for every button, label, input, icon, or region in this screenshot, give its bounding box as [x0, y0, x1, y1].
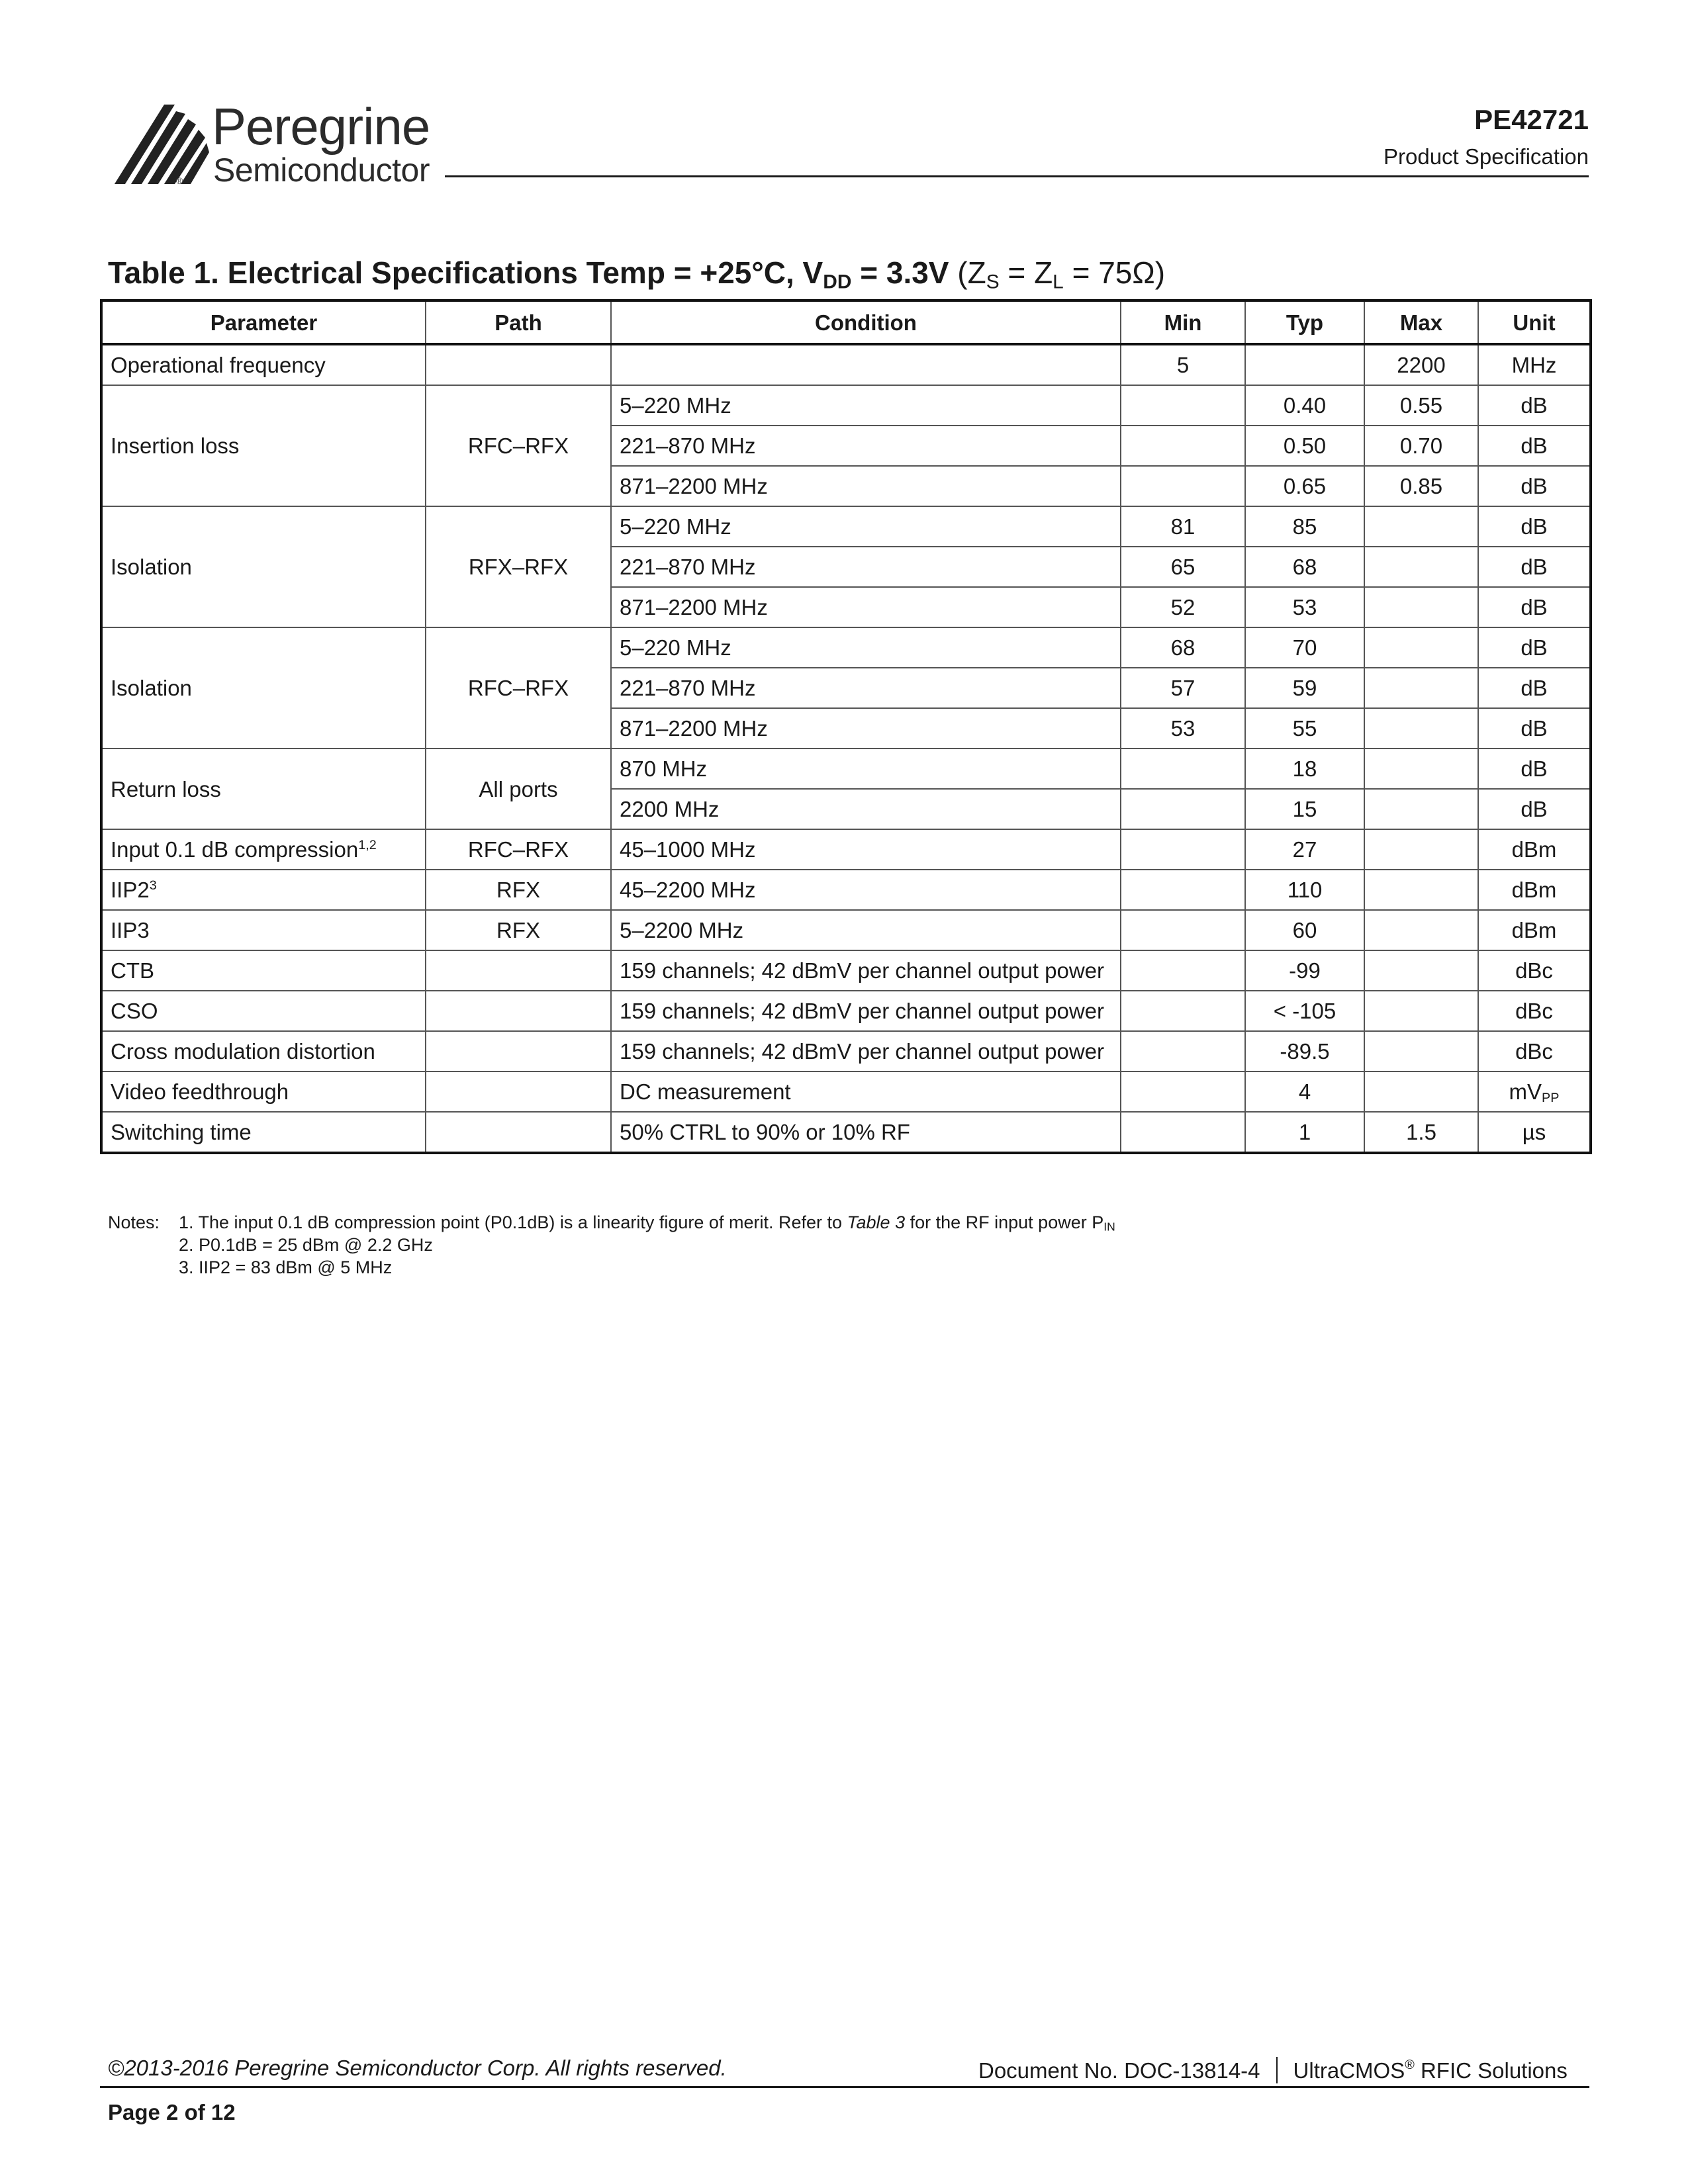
- cell-unit: dBc: [1478, 1031, 1591, 1071]
- unit-text: mV: [1509, 1079, 1542, 1104]
- cell-unit: dB: [1478, 708, 1591, 749]
- cell-max: [1364, 950, 1478, 991]
- cell-max: 0.70: [1364, 426, 1478, 466]
- cell-max: [1364, 506, 1478, 547]
- table-row: [101, 749, 1591, 789]
- cell-condition: DC measurement: [611, 1071, 1121, 1112]
- cell-condition: 5–220 MHz: [611, 506, 1121, 547]
- cell-unit: dBm: [1478, 910, 1591, 950]
- cell-parameter: Video feedthrough: [101, 1071, 426, 1112]
- note-indent: [108, 1234, 179, 1256]
- cell-typ: 0.40: [1245, 385, 1364, 426]
- cell-typ: 59: [1245, 668, 1364, 708]
- cell-typ: 18: [1245, 749, 1364, 789]
- footnote-ref: 1,2: [358, 838, 377, 853]
- table-row: [101, 1112, 1591, 1153]
- footer-registered-mark: ®: [1405, 2058, 1415, 2073]
- note-1-table-ref: Table 3: [847, 1212, 906, 1232]
- cell-max: 0.85: [1364, 466, 1478, 506]
- cell-typ: 68: [1245, 547, 1364, 587]
- cell-min: [1121, 789, 1245, 829]
- title-vdd-subscript: DD: [823, 271, 852, 293]
- cell-unit: dB: [1478, 385, 1591, 426]
- cell-unit: dB: [1478, 668, 1591, 708]
- cell-min: 81: [1121, 506, 1245, 547]
- cell-unit: dB: [1478, 426, 1591, 466]
- table-row: [101, 910, 1591, 950]
- cell-condition: 45–1000 MHz: [611, 829, 1121, 870]
- footer-copyright: ©2013-2016 Peregrine Semiconductor Corp. All rights reserved.: [108, 2056, 727, 2080]
- footnote-ref: 3: [149, 878, 157, 893]
- cell-min: [1121, 1071, 1245, 1112]
- cell-typ: 53: [1245, 587, 1364, 627]
- note-2-text: 2. P0.1dB = 25 dBm @ 2.2 GHz: [179, 1235, 433, 1255]
- cell-condition: 2200 MHz: [611, 789, 1121, 829]
- cell-condition: 221–870 MHz: [611, 668, 1121, 708]
- note-indent: [108, 1256, 179, 1279]
- cell-path: RFX: [426, 870, 611, 910]
- cell-typ: 60: [1245, 910, 1364, 950]
- title-main-text: Table 1. Electrical Specifications Temp = +25°C, V: [108, 255, 823, 290]
- cell-unit: dBc: [1478, 950, 1591, 991]
- footer-document-info: [978, 2057, 1568, 2083]
- cell-unit: dB: [1478, 466, 1591, 506]
- header-divider: [445, 175, 1589, 177]
- header-max: Max: [1364, 300, 1478, 344]
- cell-condition: 5–220 MHz: [611, 627, 1121, 668]
- cell-parameter: Switching time: [101, 1112, 426, 1153]
- cell-parameter: [101, 870, 426, 910]
- cell-path: [426, 950, 611, 991]
- cell-max: [1364, 668, 1478, 708]
- cell-max: [1364, 708, 1478, 749]
- cell-unit: µs: [1478, 1112, 1591, 1153]
- document-type: Product Specification: [1383, 144, 1589, 169]
- cell-max: [1364, 789, 1478, 829]
- cell-unit: dBc: [1478, 991, 1591, 1031]
- cell-unit: dB: [1478, 789, 1591, 829]
- electrical-specifications-table: [100, 299, 1592, 1154]
- title-z-open: (Z: [957, 255, 986, 290]
- cell-parameter-text: Input 0.1 dB compression: [111, 837, 359, 862]
- cell-max: [1364, 870, 1478, 910]
- footer-divider: [100, 2086, 1589, 2088]
- cell-min: 65: [1121, 547, 1245, 587]
- cell-unit: dB: [1478, 547, 1591, 587]
- note-3-text: 3. IIP2 = 83 dBm @ 5 MHz: [179, 1257, 393, 1277]
- header-parameter: Parameter: [101, 300, 426, 344]
- cell-typ: 0.65: [1245, 466, 1364, 506]
- table-row: [101, 385, 1591, 426]
- title-z-mid: = Z: [999, 255, 1053, 290]
- cell-condition: 871–2200 MHz: [611, 466, 1121, 506]
- cell-typ: 110: [1245, 870, 1364, 910]
- table-row: [101, 506, 1591, 547]
- cell-max: [1364, 910, 1478, 950]
- cell-path: RFX–RFX: [426, 506, 611, 627]
- cell-condition: 5–2200 MHz: [611, 910, 1121, 950]
- note-1-subscript: IN: [1103, 1220, 1115, 1234]
- cell-path: [426, 991, 611, 1031]
- cell-max: [1364, 829, 1478, 870]
- table-row: [101, 1031, 1591, 1071]
- cell-typ: 1: [1245, 1112, 1364, 1153]
- cell-condition: 870 MHz: [611, 749, 1121, 789]
- cell-condition: 159 channels; 42 dBmV per channel output power: [611, 991, 1121, 1031]
- header-condition: Condition: [611, 300, 1121, 344]
- cell-min: [1121, 991, 1245, 1031]
- cell-condition: 221–870 MHz: [611, 426, 1121, 466]
- title-z-close: = 75Ω): [1063, 255, 1166, 290]
- note-1-post: for the RF input power P: [905, 1212, 1104, 1232]
- table-notes: [108, 1211, 1115, 1279]
- cell-typ: 85: [1245, 506, 1364, 547]
- cell-path: [426, 1031, 611, 1071]
- cell-typ: 70: [1245, 627, 1364, 668]
- cell-parameter: CTB: [101, 950, 426, 991]
- cell-typ: -89.5: [1245, 1031, 1364, 1071]
- logo-company-name: Peregrine: [212, 97, 430, 156]
- cell-typ: 27: [1245, 829, 1364, 870]
- unit-subscript: PP: [1542, 1090, 1560, 1105]
- cell-condition: 221–870 MHz: [611, 547, 1121, 587]
- cell-typ: 0.50: [1245, 426, 1364, 466]
- cell-min: [1121, 1112, 1245, 1153]
- note-3: [108, 1256, 1115, 1279]
- table-row: [101, 829, 1591, 870]
- cell-condition: 5–220 MHz: [611, 385, 1121, 426]
- cell-typ: 55: [1245, 708, 1364, 749]
- part-number: PE42721: [1474, 104, 1589, 135]
- cell-condition: 159 channels; 42 dBmV per channel output power: [611, 1031, 1121, 1071]
- header-path: Path: [426, 300, 611, 344]
- table-header-row: [101, 300, 1591, 344]
- cell-path: [426, 1112, 611, 1153]
- cell-min: [1121, 1031, 1245, 1071]
- cell-condition: 871–2200 MHz: [611, 587, 1121, 627]
- note-1-text: [179, 1211, 1115, 1234]
- table-row: [101, 870, 1591, 910]
- cell-min: [1121, 910, 1245, 950]
- cell-path: [426, 1071, 611, 1112]
- table-row: [101, 344, 1591, 385]
- cell-max: [1364, 1031, 1478, 1071]
- cell-typ: 4: [1245, 1071, 1364, 1112]
- table-row: [101, 991, 1591, 1031]
- cell-unit: dB: [1478, 587, 1591, 627]
- header-min: Min: [1121, 300, 1245, 344]
- header-unit: Unit: [1478, 300, 1591, 344]
- cell-max: 2200: [1364, 344, 1478, 385]
- cell-condition: 159 channels; 42 dBmV per channel output power: [611, 950, 1121, 991]
- cell-min: [1121, 385, 1245, 426]
- cell-path: RFC–RFX: [426, 829, 611, 870]
- cell-parameter: [101, 829, 426, 870]
- title-zs-subscript: S: [986, 271, 1000, 293]
- svg-text:®: ®: [176, 175, 183, 186]
- title-zl-subscript: L: [1053, 271, 1064, 293]
- cell-parameter: Isolation: [101, 627, 426, 749]
- cell-max: [1364, 749, 1478, 789]
- cell-unit: MHz: [1478, 344, 1591, 385]
- note-1-pre: 1. The input 0.1 dB compression point (P0.1dB) is a linearity figure of merit. Refer to: [179, 1212, 847, 1232]
- note-2: [108, 1234, 1115, 1256]
- cell-parameter-text: IIP2: [111, 878, 150, 902]
- cell-min: [1121, 950, 1245, 991]
- cell-typ: -99: [1245, 950, 1364, 991]
- cell-typ: 15: [1245, 789, 1364, 829]
- note-1: [108, 1211, 1115, 1234]
- cell-condition: 871–2200 MHz: [611, 708, 1121, 749]
- cell-parameter: Return loss: [101, 749, 426, 829]
- cell-unit: dB: [1478, 749, 1591, 789]
- page-number: Page 2 of 12: [108, 2100, 236, 2124]
- cell-min: [1121, 749, 1245, 789]
- cell-typ: [1245, 344, 1364, 385]
- cell-unit: dBm: [1478, 870, 1591, 910]
- cell-parameter: Operational frequency: [101, 344, 426, 385]
- cell-typ: < -105: [1245, 991, 1364, 1031]
- peregrine-bird-icon: [111, 99, 211, 192]
- cell-min: 5: [1121, 344, 1245, 385]
- title-vdd-value: = 3.3V: [851, 255, 958, 290]
- cell-min: 53: [1121, 708, 1245, 749]
- cell-min: [1121, 466, 1245, 506]
- cell-condition: 50% CTRL to 90% or 10% RF: [611, 1112, 1121, 1153]
- cell-min: 52: [1121, 587, 1245, 627]
- notes-label: Notes:: [108, 1212, 160, 1232]
- table-row: [101, 1071, 1591, 1112]
- table-row: [101, 627, 1591, 668]
- cell-unit: dBm: [1478, 829, 1591, 870]
- company-logo: [111, 97, 430, 192]
- cell-max: [1364, 587, 1478, 627]
- table-row: [101, 950, 1591, 991]
- cell-parameter: Isolation: [101, 506, 426, 627]
- cell-parameter: CSO: [101, 991, 426, 1031]
- cell-unit: dB: [1478, 627, 1591, 668]
- title-impedance: [957, 255, 1166, 293]
- cell-path: All ports: [426, 749, 611, 829]
- cell-max: [1364, 627, 1478, 668]
- cell-max: [1364, 1071, 1478, 1112]
- cell-min: [1121, 870, 1245, 910]
- header-typ: Typ: [1245, 300, 1364, 344]
- cell-min: 57: [1121, 668, 1245, 708]
- footer-separator: [1276, 2057, 1278, 2083]
- cell-max: [1364, 547, 1478, 587]
- footer-product-line: UltraCMOS: [1293, 2058, 1405, 2083]
- cell-parameter: Insertion loss: [101, 385, 426, 506]
- cell-min: [1121, 829, 1245, 870]
- cell-min: 68: [1121, 627, 1245, 668]
- cell-max: 0.55: [1364, 385, 1478, 426]
- cell-path: RFC–RFX: [426, 627, 611, 749]
- cell-path: [426, 344, 611, 385]
- cell-min: [1121, 426, 1245, 466]
- cell-condition: [611, 344, 1121, 385]
- cell-parameter: Cross modulation distortion: [101, 1031, 426, 1071]
- cell-path: RFC–RFX: [426, 385, 611, 506]
- cell-path: RFX: [426, 910, 611, 950]
- footer-product-line-suffix: RFIC Solutions: [1414, 2058, 1568, 2083]
- cell-parameter: IIP3: [101, 910, 426, 950]
- cell-max: 1.5: [1364, 1112, 1478, 1153]
- cell-condition: 45–2200 MHz: [611, 870, 1121, 910]
- cell-unit: [1478, 1071, 1591, 1112]
- logo-company-subtitle: Semiconductor: [213, 152, 430, 189]
- table-title: [108, 255, 1165, 291]
- footer-doc-number: Document No. DOC-13814-4: [978, 2058, 1260, 2083]
- cell-unit: dB: [1478, 506, 1591, 547]
- cell-max: [1364, 991, 1478, 1031]
